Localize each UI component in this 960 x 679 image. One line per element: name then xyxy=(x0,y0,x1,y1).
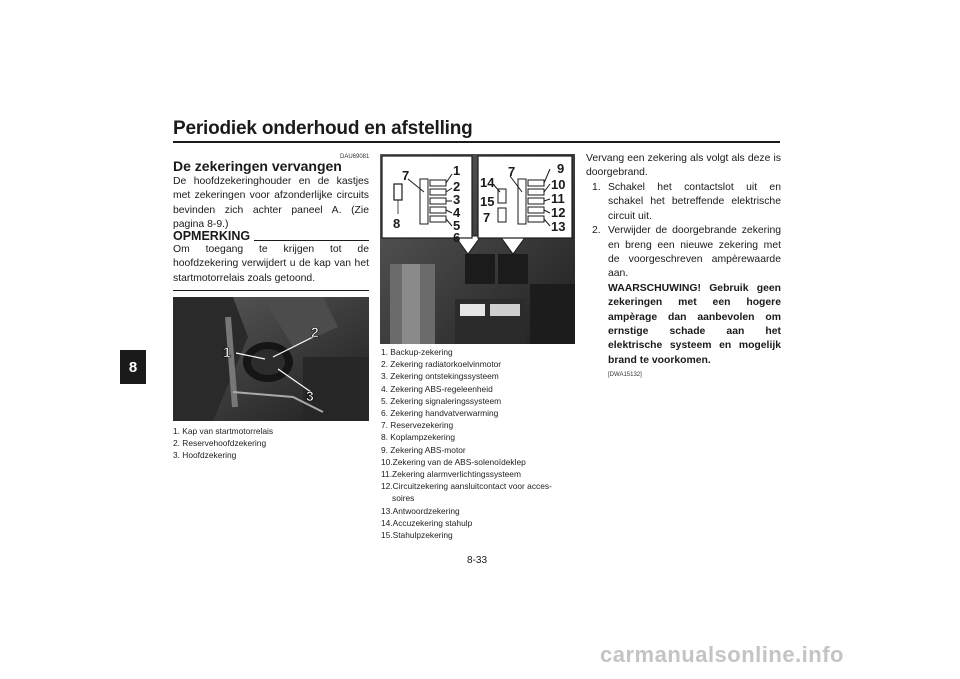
caption-item: 1. Backup-zekering xyxy=(381,347,453,357)
fuse-callout-left: 3 xyxy=(453,192,461,207)
fuse-callout-right: 11 xyxy=(551,191,565,206)
procedure-step xyxy=(592,181,781,224)
caption-item: 2. Reservehoofdzekering xyxy=(173,438,267,449)
starter-relay-photo xyxy=(173,297,369,421)
fuse-callout-right: 9 xyxy=(557,161,565,176)
left-captions xyxy=(173,425,369,462)
warning-code: [DWA15132] xyxy=(608,372,642,379)
caption-item-continuation: soires xyxy=(392,493,415,504)
caption-item: 4. Zekering ABS-regeleenheid xyxy=(381,383,493,394)
fuse-callout-right: 14 xyxy=(480,175,495,190)
fuse-callout-left: 1 xyxy=(453,163,461,178)
fuse-callout-left: 5 xyxy=(453,218,461,233)
fuse-callout-right: 15 xyxy=(480,194,495,209)
caption-item: 9. Zekering ABS-motor xyxy=(381,444,466,455)
starter-relay-illustration xyxy=(173,297,369,421)
fuse-callout-left: 6 xyxy=(453,230,461,245)
watermark: carmanualsonline.info xyxy=(600,642,844,667)
intro-paragraph-text: De hoofdzekeringhouder en de kastjes met zekeringen voor afzonderlijke circuits bevinden zich achter paneel A. (Zie pagina 8-9.) xyxy=(173,176,369,231)
step-number: 2. xyxy=(592,225,601,237)
procedure-intro xyxy=(586,152,781,181)
step-text: Verwijder de doorgebrande zekering en breng een nieuwe zekering met de voorgeschreven ampèrewaarde aan. xyxy=(608,225,781,280)
caption-item: 3. Zekering ontstekingssysteem xyxy=(381,371,499,382)
fuse-box-photo xyxy=(380,154,575,344)
intro-paragraph xyxy=(173,175,369,233)
fuse-callout-right: 10 xyxy=(551,177,566,192)
fuse-callout-left: 4 xyxy=(453,205,461,220)
caption-item: 15.Stahulpzekering xyxy=(381,530,453,541)
caption-item: 12.Circuitzekering aansluitcontact voor acces- xyxy=(381,481,552,492)
photo-callout-3: 3 xyxy=(306,388,314,404)
caption-item: 11.Zekering alarmverlichtingssysteem xyxy=(381,469,521,480)
fuse-callout-right: 12 xyxy=(551,205,566,220)
note-heading-rule xyxy=(254,240,369,241)
step-text: Schakel het contactslot uit en schakel het betreffende elektrische circuit uit. xyxy=(608,182,781,222)
page-header-title: Periodiek onderhoud en afstelling xyxy=(173,118,473,139)
warning-text: WAARSCHUWING! Gebruik geen zekeringen met een hogere ampèrage dan aanbevolen om ernstige schade aan het elektrische systeem en mogelijk brand te voorkomen. xyxy=(608,282,781,366)
caption-item: 3. Hoofdzekering xyxy=(173,450,237,461)
middle-captions xyxy=(381,346,576,541)
caption-item: 6. Zekering handvatverwarming xyxy=(381,408,499,419)
caption-item: 13.Antwoordzekering xyxy=(381,505,460,516)
caption-item: 2. Zekering radiatorkoelvinmotor xyxy=(381,359,502,370)
fuse-callout-right: 7 xyxy=(483,210,491,225)
note-end-rule xyxy=(173,290,369,291)
chapter-tab: 8 xyxy=(120,350,146,384)
caption-item: 1. Kap van startmotorrelais xyxy=(173,426,274,436)
header-rule xyxy=(173,141,780,143)
fuse-box-illustration xyxy=(380,154,575,344)
section-code: DAU69081 xyxy=(340,154,370,160)
procedure-steps xyxy=(592,181,781,379)
caption-item: 14.Accuzekering stahulp xyxy=(381,517,473,528)
fuse-callout-left: 8 xyxy=(393,216,401,231)
procedure-intro-text: Vervang een zekering als volgt als deze is doorgebrand. xyxy=(586,153,781,179)
fuse-callout-right: 7 xyxy=(508,164,516,179)
page-number: 8-33 xyxy=(467,555,488,566)
section-title: De zekeringen vervangen xyxy=(173,158,342,174)
caption-item: 8. Koplampzekering xyxy=(381,432,456,443)
warning-code-row xyxy=(592,371,781,379)
photo-callout-2: 2 xyxy=(311,324,319,340)
caption-item: 10.Zekering van de ABS-solenoïdeklep xyxy=(381,456,526,467)
caption-item: 5. Zekering signaleringssysteem xyxy=(381,395,502,406)
step-number: 1. xyxy=(592,182,601,193)
note-text: Om toegang te krijgen tot de hoofdzekering verwijdert u de kap van het startmotorrelais zoals getoond. xyxy=(173,244,369,284)
procedure-warning xyxy=(592,282,781,368)
photo-callout-1: 1 xyxy=(223,344,231,360)
fuse-callout-left: 7 xyxy=(402,168,410,183)
caption-item: 7. Reservezekering xyxy=(381,420,454,431)
procedure-step xyxy=(592,224,781,282)
fuse-callout-right: 13 xyxy=(551,219,566,234)
note-heading: OPMERKING xyxy=(173,229,251,243)
fuse-callout-left: 2 xyxy=(453,179,461,194)
note-paragraph xyxy=(173,243,369,286)
